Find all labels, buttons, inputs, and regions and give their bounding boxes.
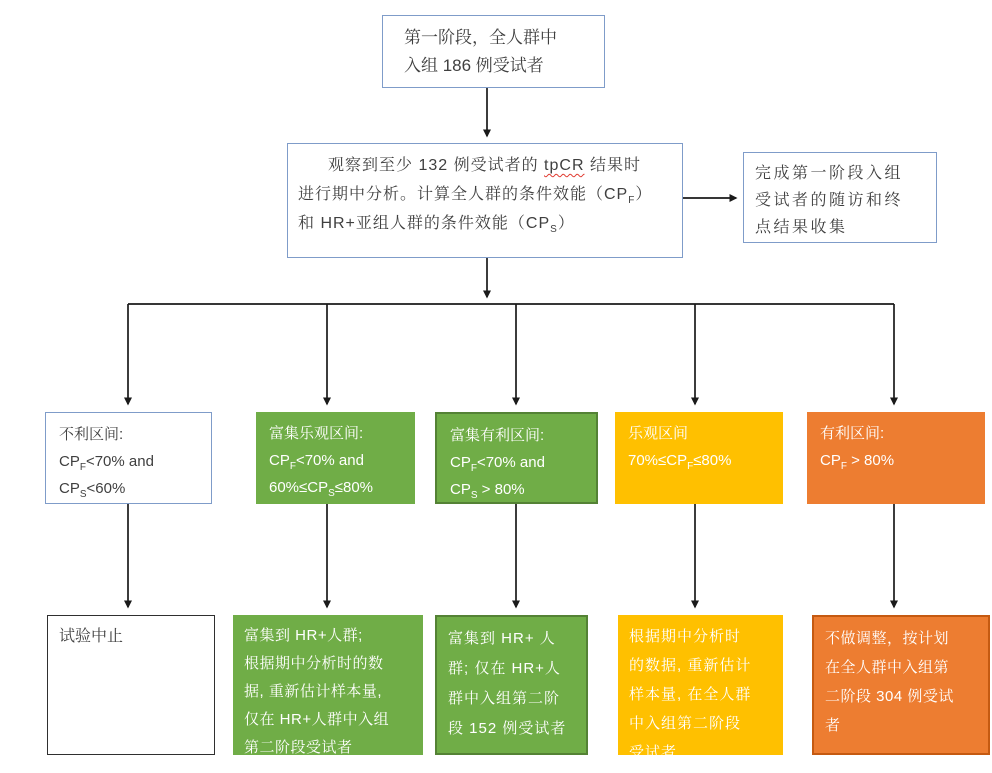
outcome-line: 富集到 HR+人群;: [244, 627, 363, 644]
outcome-line: 段 152 例受试者: [448, 720, 567, 737]
outcome-line: 受试者: [629, 744, 678, 761]
outcome-line: 第二阶段受试者: [244, 739, 353, 756]
zone-condition: $60\%\le CP_S\le 80\%$: [269, 479, 374, 499]
zone-condition: $CP_F<70\%$ and: [59, 453, 154, 473]
outcome-line: 二阶段 304 例受试: [825, 688, 954, 705]
stage1-line: 入组 186 例受试者: [404, 56, 544, 75]
outcome-line: 样本量, 在全人群: [629, 686, 752, 703]
outcome-line: 者: [825, 717, 841, 734]
zone-condition: $CP_F > 80\%$: [820, 452, 895, 472]
outcome-line: 不做调整，按计划: [825, 630, 950, 647]
interim-line-1: 观察到至少 132 例受试者的 tpCR 结果时: [328, 157, 641, 174]
followup-line: 点结果收集: [755, 219, 848, 236]
tpcr-misspell-underline: tpCR: [544, 157, 585, 174]
outcome-enrich-ssr-box: [233, 615, 423, 755]
zone-condition: $70\%\le CP_F\le 80\%$: [628, 452, 732, 472]
outcome-line: 群中入组第二阶: [448, 690, 561, 707]
outcome-enrich-152-box: [435, 615, 588, 755]
followup-line: 受试者的随访和终: [755, 192, 904, 209]
outcome-terminate-box: [47, 615, 215, 755]
outcome-line: 在全人群中入组第: [825, 659, 950, 676]
outcome-line: 试验中止: [59, 628, 124, 645]
stage1-line: 第一阶段，全人群中: [404, 28, 557, 47]
interim-analysis-box: [287, 143, 683, 258]
outcome-line: 富集到 HR+ 人: [448, 630, 556, 647]
outcome-line: 的数据, 重新估计: [629, 657, 752, 674]
zone-condition: $CP_F<70\%$ and: [269, 452, 364, 472]
interim-line-2: 进行期中分析。计算全人群的条件效能$(CP_F)$: [298, 186, 653, 207]
zone-title: 有利区间:: [820, 425, 885, 442]
stage1-followup-box: [743, 152, 937, 243]
zone-condition: $CP_F<70\%$ and: [450, 454, 545, 474]
zone-unfavorable-box: [45, 412, 212, 504]
outcome-line: 群; 仅在 HR+人: [448, 660, 561, 677]
zone-favorable-box: [807, 412, 985, 504]
zone-enrich-favorable-box: [435, 412, 598, 504]
zone-enrich-optimistic-box: [256, 412, 415, 504]
stage1-enrollment-box: [382, 15, 605, 88]
zone-optimistic-box: [615, 412, 783, 504]
zone-condition: $CP_S > 80\%$: [450, 481, 525, 501]
outcome-line: 仅在 HR+人群中入组: [244, 711, 390, 728]
interim-line-3: 和 HR+亚组人群的条件效能$(CP_S)$: [298, 215, 575, 236]
outcome-line: 中入组第二阶段: [629, 715, 742, 732]
zone-title: 乐观区间: [628, 425, 689, 442]
outcome-full-304-box: [812, 615, 990, 755]
outcome-line: 根据期中分析时的数: [244, 655, 384, 672]
outcome-line: 据, 重新估计样本量,: [244, 683, 383, 700]
zone-title: 不利区间:: [59, 426, 124, 443]
zone-condition: $CP_S<60\%$: [59, 480, 126, 500]
zone-title: 富集有利区间:: [450, 427, 545, 444]
zone-title: 富集乐观区间:: [269, 425, 364, 442]
outcome-full-ssr-box: [618, 615, 783, 761]
outcome-line: 根据期中分析时: [629, 628, 742, 645]
followup-line: 完成第一阶段入组: [755, 165, 904, 182]
